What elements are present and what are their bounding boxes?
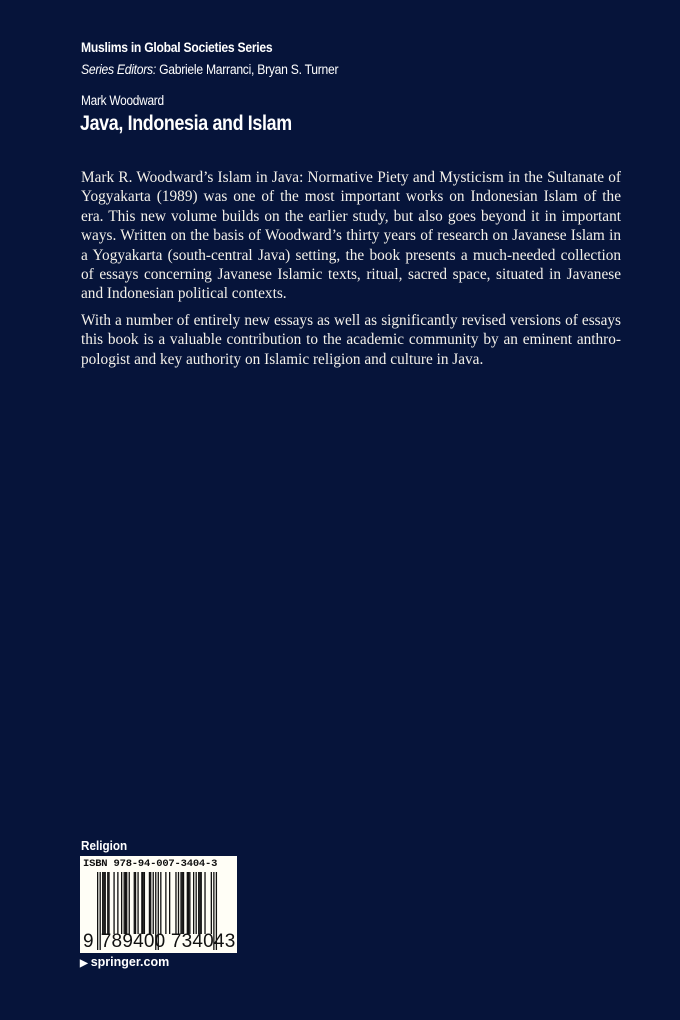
series-editors-label: Series Editors:	[81, 62, 156, 77]
book-title: Java, Indonesia and Islam	[80, 112, 292, 135]
ean-rest-digits: 789400 734043	[100, 931, 236, 952]
blurb-line: Yogyakarta (1989) was one of the most important works on Indonesian Islam of the	[81, 188, 621, 206]
blurb-line: and Indonesian political contexts.	[81, 285, 287, 303]
blurb-line: era. This new volume builds on the earlier study, but also goes beyond it in important	[81, 207, 621, 225]
blurb-line: ways. Written on the basis of Woodward’s thirty years of research on Javanese Islam in	[81, 227, 621, 245]
ean-digits	[83, 931, 235, 953]
blurb	[81, 168, 621, 376]
series-editors	[81, 62, 338, 77]
series-title: Muslims in Global Societies Series	[81, 40, 273, 55]
blurb-line: With a number of entirely new essays as well as significantly revised versions of essays	[81, 311, 621, 329]
blurb-line: this book is a valuable contribution to the academic community by an eminent anthro-	[81, 331, 621, 349]
isbn-label: ISBN 978-94-007-3404-3	[83, 858, 218, 870]
blurb-paragraph-1	[81, 168, 621, 304]
series-editors-names: Gabriele Marranci, Bryan S. Turner	[155, 62, 339, 77]
book-author: Mark Woodward	[81, 93, 164, 108]
blurb-line: pologist and key authority on Islamic religion and culture in Java.	[81, 350, 484, 368]
blurb-line: Mark R. Woodward’s Islam in Java: Normative Piety and Mysticism in the Sultanate of	[81, 169, 621, 186]
blurb-paragraph-2	[81, 311, 621, 369]
blurb-line: of essays concerning Javanese Islamic texts, ritual, sacred space, situated in Javanese	[81, 266, 621, 284]
publisher-link[interactable]	[80, 955, 169, 969]
category-label: Religion	[81, 838, 128, 853]
arrow-right-icon: ▶	[80, 958, 88, 969]
ean-first-digit: 9	[83, 931, 94, 952]
publisher-link-label: springer.com	[90, 955, 170, 969]
blurb-line: a Yogyakarta (south-central Java) setting, the book presents a much-needed collection	[81, 246, 621, 264]
isbn-barcode	[80, 856, 237, 953]
